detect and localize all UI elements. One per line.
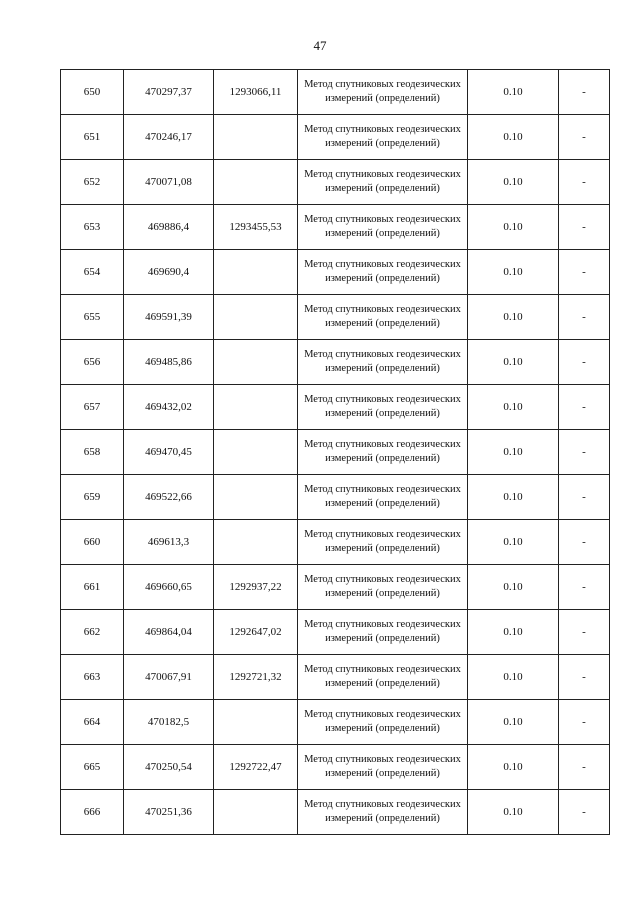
point-number-cell: 665 bbox=[61, 745, 124, 790]
point-number-cell: 656 bbox=[61, 340, 124, 385]
method-cell: Метод спутниковых геодезических измерений (определений) bbox=[298, 610, 468, 655]
description-cell: - bbox=[559, 340, 610, 385]
method-cell: Метод спутниковых геодезических измерений (определений) bbox=[298, 790, 468, 835]
point-number-cell: 660 bbox=[61, 520, 124, 565]
x-coordinate-cell: 470251,36 bbox=[124, 790, 214, 835]
table-row bbox=[61, 430, 610, 475]
method-cell: Метод спутниковых геодезических измерений (определений) bbox=[298, 700, 468, 745]
accuracy-cell: 0.10 bbox=[468, 520, 559, 565]
table-row bbox=[61, 340, 610, 385]
x-coordinate-cell: 470182,5 bbox=[124, 700, 214, 745]
accuracy-cell: 0.10 bbox=[468, 565, 559, 610]
x-coordinate-cell: 469470,45 bbox=[124, 430, 214, 475]
method-cell: Метод спутниковых геодезических измерений (определений) bbox=[298, 745, 468, 790]
x-coordinate-cell: 470297,37 bbox=[124, 70, 214, 115]
method-cell: Метод спутниковых геодезических измерений (определений) bbox=[298, 520, 468, 565]
method-cell: Метод спутниковых геодезических измерений (определений) bbox=[298, 115, 468, 160]
point-number-cell: 651 bbox=[61, 115, 124, 160]
accuracy-cell: 0.10 bbox=[468, 160, 559, 205]
method-cell: Метод спутниковых геодезических измерений (определений) bbox=[298, 205, 468, 250]
description-cell: - bbox=[559, 160, 610, 205]
x-coordinate-cell: 469485,86 bbox=[124, 340, 214, 385]
description-cell: - bbox=[559, 655, 610, 700]
y-coordinate-cell bbox=[214, 790, 298, 835]
accuracy-cell: 0.10 bbox=[468, 790, 559, 835]
description-cell: - bbox=[559, 610, 610, 655]
y-coordinate-cell bbox=[214, 115, 298, 160]
point-number-cell: 658 bbox=[61, 430, 124, 475]
accuracy-cell: 0.10 bbox=[468, 475, 559, 520]
description-cell: - bbox=[559, 475, 610, 520]
x-coordinate-cell: 469886,4 bbox=[124, 205, 214, 250]
x-coordinate-cell: 469660,65 bbox=[124, 565, 214, 610]
point-number-cell: 664 bbox=[61, 700, 124, 745]
x-coordinate-cell: 470067,91 bbox=[124, 655, 214, 700]
table-row bbox=[61, 160, 610, 205]
point-number-cell: 654 bbox=[61, 250, 124, 295]
table-row bbox=[61, 205, 610, 250]
accuracy-cell: 0.10 bbox=[468, 115, 559, 160]
coordinates-table bbox=[60, 69, 610, 835]
x-coordinate-cell: 470250,54 bbox=[124, 745, 214, 790]
accuracy-cell: 0.10 bbox=[468, 655, 559, 700]
x-coordinate-cell: 470246,17 bbox=[124, 115, 214, 160]
point-number-cell: 655 bbox=[61, 295, 124, 340]
accuracy-cell: 0.10 bbox=[468, 385, 559, 430]
method-cell: Метод спутниковых геодезических измерений (определений) bbox=[298, 295, 468, 340]
point-number-cell: 661 bbox=[61, 565, 124, 610]
table-row bbox=[61, 610, 610, 655]
method-cell: Метод спутниковых геодезических измерений (определений) bbox=[298, 250, 468, 295]
accuracy-cell: 0.10 bbox=[468, 745, 559, 790]
table-row bbox=[61, 295, 610, 340]
y-coordinate-cell bbox=[214, 250, 298, 295]
x-coordinate-cell: 469522,66 bbox=[124, 475, 214, 520]
accuracy-cell: 0.10 bbox=[468, 70, 559, 115]
y-coordinate-cell bbox=[214, 385, 298, 430]
x-coordinate-cell: 469690,4 bbox=[124, 250, 214, 295]
table-row bbox=[61, 655, 610, 700]
accuracy-cell: 0.10 bbox=[468, 250, 559, 295]
point-number-cell: 662 bbox=[61, 610, 124, 655]
method-cell: Метод спутниковых геодезических измерений (определений) bbox=[298, 340, 468, 385]
method-cell: Метод спутниковых геодезических измерений (определений) bbox=[298, 160, 468, 205]
y-coordinate-cell: 1293066,11 bbox=[214, 70, 298, 115]
table-row bbox=[61, 520, 610, 565]
description-cell: - bbox=[559, 700, 610, 745]
method-cell: Метод спутниковых геодезических измерений (определений) bbox=[298, 430, 468, 475]
accuracy-cell: 0.10 bbox=[468, 205, 559, 250]
y-coordinate-cell bbox=[214, 700, 298, 745]
x-coordinate-cell: 469613,3 bbox=[124, 520, 214, 565]
description-cell: - bbox=[559, 385, 610, 430]
method-cell: Метод спутниковых геодезических измерений (определений) bbox=[298, 70, 468, 115]
table-row bbox=[61, 475, 610, 520]
table-row bbox=[61, 700, 610, 745]
x-coordinate-cell: 469432,02 bbox=[124, 385, 214, 430]
description-cell: - bbox=[559, 295, 610, 340]
point-number-cell: 659 bbox=[61, 475, 124, 520]
point-number-cell: 663 bbox=[61, 655, 124, 700]
point-number-cell: 657 bbox=[61, 385, 124, 430]
x-coordinate-cell: 469591,39 bbox=[124, 295, 214, 340]
table-body bbox=[61, 70, 610, 835]
point-number-cell: 653 bbox=[61, 205, 124, 250]
y-coordinate-cell: 1292937,22 bbox=[214, 565, 298, 610]
y-coordinate-cell: 1292647,02 bbox=[214, 610, 298, 655]
method-cell: Метод спутниковых геодезических измерений (определений) bbox=[298, 565, 468, 610]
description-cell: - bbox=[559, 250, 610, 295]
description-cell: - bbox=[559, 115, 610, 160]
y-coordinate-cell: 1292721,32 bbox=[214, 655, 298, 700]
y-coordinate-cell bbox=[214, 160, 298, 205]
description-cell: - bbox=[559, 430, 610, 475]
description-cell: - bbox=[559, 790, 610, 835]
accuracy-cell: 0.10 bbox=[468, 610, 559, 655]
accuracy-cell: 0.10 bbox=[468, 700, 559, 745]
y-coordinate-cell bbox=[214, 520, 298, 565]
method-cell: Метод спутниковых геодезических измерений (определений) bbox=[298, 655, 468, 700]
table-row bbox=[61, 745, 610, 790]
table-row bbox=[61, 70, 610, 115]
description-cell: - bbox=[559, 520, 610, 565]
table-row bbox=[61, 790, 610, 835]
method-cell: Метод спутниковых геодезических измерений (определений) bbox=[298, 475, 468, 520]
description-cell: - bbox=[559, 70, 610, 115]
y-coordinate-cell bbox=[214, 340, 298, 385]
method-cell: Метод спутниковых геодезических измерений (определений) bbox=[298, 385, 468, 430]
accuracy-cell: 0.10 bbox=[468, 295, 559, 340]
page-number: 47 bbox=[313, 38, 327, 53]
table-row bbox=[61, 115, 610, 160]
y-coordinate-cell bbox=[214, 295, 298, 340]
description-cell: - bbox=[559, 745, 610, 790]
point-number-cell: 652 bbox=[61, 160, 124, 205]
table-row bbox=[61, 565, 610, 610]
y-coordinate-cell: 1293455,53 bbox=[214, 205, 298, 250]
table-row bbox=[61, 250, 610, 295]
point-number-cell: 666 bbox=[61, 790, 124, 835]
y-coordinate-cell bbox=[214, 475, 298, 520]
point-number-cell: 650 bbox=[61, 70, 124, 115]
x-coordinate-cell: 469864,04 bbox=[124, 610, 214, 655]
y-coordinate-cell bbox=[214, 430, 298, 475]
description-cell: - bbox=[559, 565, 610, 610]
description-cell: - bbox=[559, 205, 610, 250]
accuracy-cell: 0.10 bbox=[468, 340, 559, 385]
accuracy-cell: 0.10 bbox=[468, 430, 559, 475]
x-coordinate-cell: 470071,08 bbox=[124, 160, 214, 205]
table-row bbox=[61, 385, 610, 430]
y-coordinate-cell: 1292722,47 bbox=[214, 745, 298, 790]
